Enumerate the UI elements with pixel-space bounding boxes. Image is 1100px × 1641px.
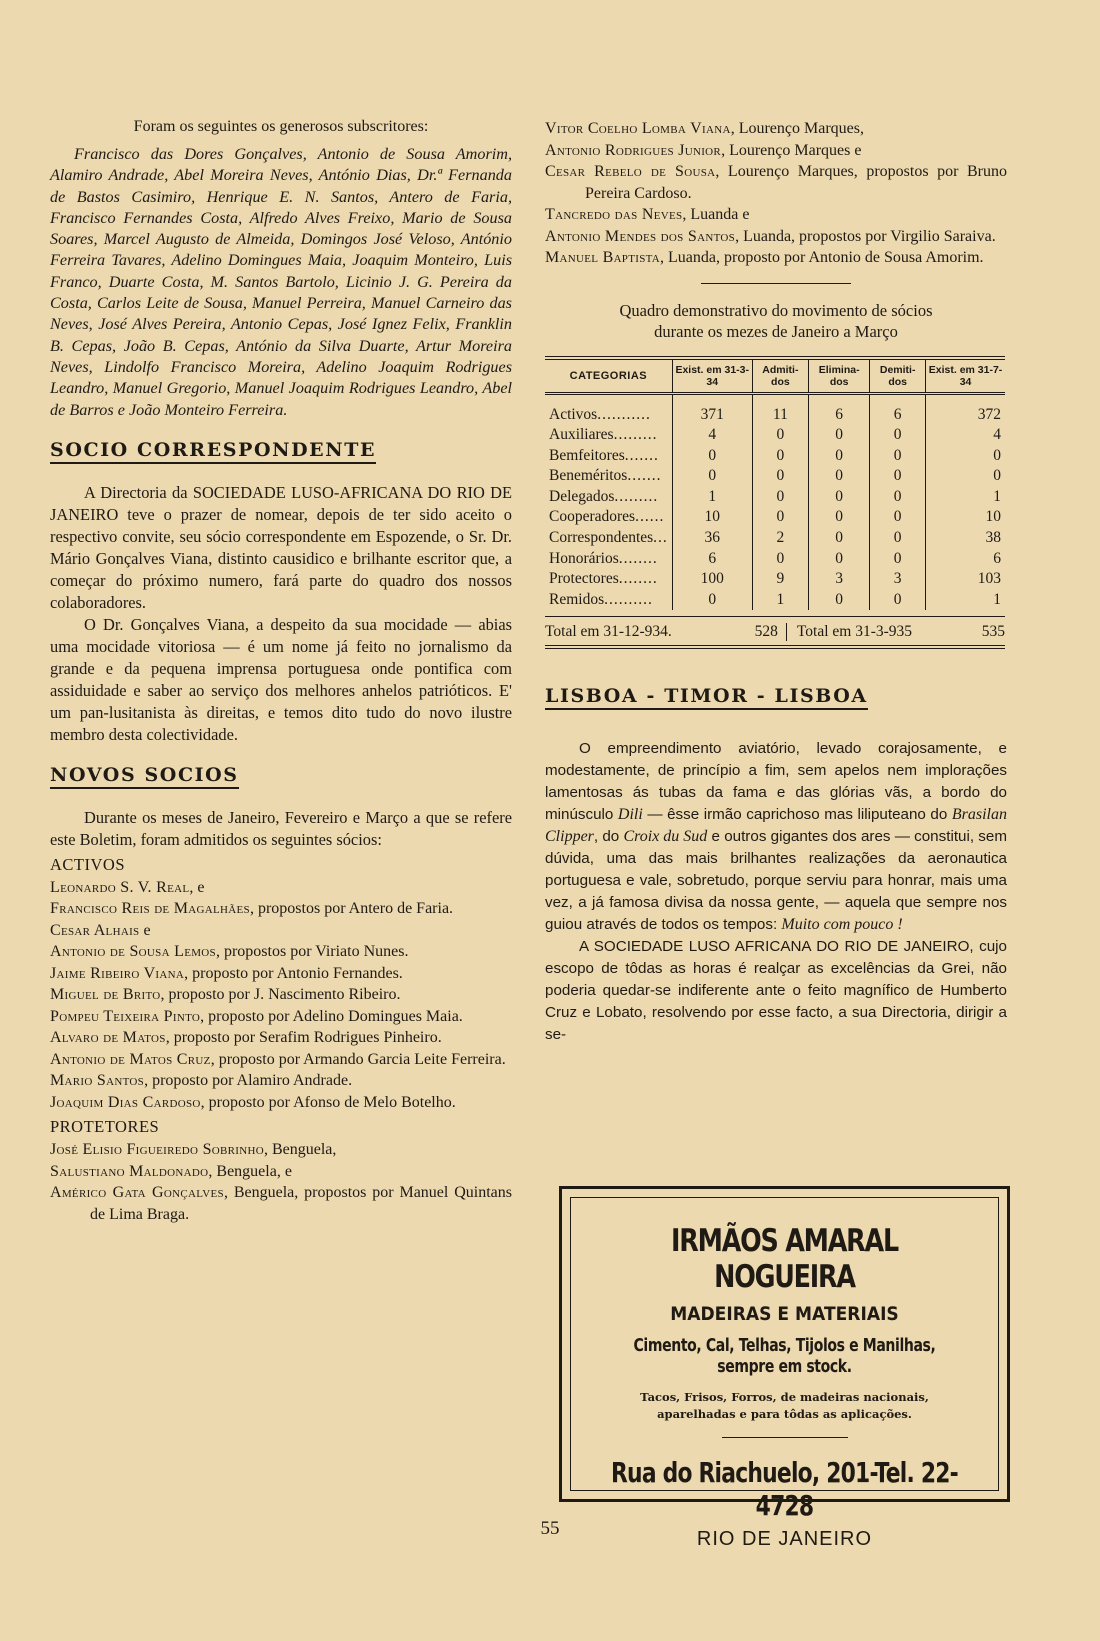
correspondente-paragraph-1: A Directoria da SOCIEDADE LUSO-AFRICANA DO RIO DE JANEIRO teve o prazer de nomear, depois de ter sido aceito o respectivo convite, seu sócio correspondente em Espozende, o Sr. Dr. Mário Gonçalves Viana, distinto causidico e brilhante escritor que, a começar do próximo numero, fará parte do quadro dos nossos colaboradores.: [50, 482, 512, 612]
activo-entry-name: Antonio de Sousa Lemos: [50, 943, 216, 961]
member-entry-name: Vitor Coelho Lomba Viana: [545, 120, 731, 137]
table-body: [545, 393, 1005, 610]
member-entry-detail: , Lourenço Marques,: [730, 120, 864, 137]
table-cell: 4: [926, 425, 1005, 446]
total-left-label: Total em 31-12-934.: [545, 623, 672, 641]
table-cell: 0: [752, 549, 808, 570]
activo-entry-detail: e: [139, 921, 151, 939]
activo-entry: [50, 941, 512, 963]
table-cell: 9: [752, 569, 808, 590]
activo-entry-name: Francisco Reis de Magalhães: [50, 900, 250, 918]
row-label: Beneméritos: [549, 467, 628, 485]
column-header: Exist. em 31-7-34: [926, 358, 1005, 394]
page-number: 55: [540, 1518, 560, 1539]
activo-entry-detail: , propostos por Viriato Nunes.: [215, 943, 409, 961]
activo-entry-name: Miguel de Brito: [50, 986, 161, 1004]
table-totals: [545, 616, 1005, 649]
table-caption-line-2: durante os mezes de Janeiro a Março: [654, 321, 898, 341]
activo-entry-name: Joaquim Dias Cardoso: [50, 1093, 201, 1111]
column-header: Admiti-dos: [752, 358, 808, 394]
member-entry-detail: , Luanda e: [682, 206, 750, 223]
table-cell: 0: [809, 425, 870, 446]
protetor-entry: [50, 1182, 512, 1225]
table-cell: 0: [809, 507, 870, 528]
row-label-cell: [545, 549, 672, 570]
table-cell: 372: [926, 393, 1005, 425]
activo-entry-name: Antonio de Matos Cruz: [50, 1050, 211, 1068]
row-label: Activos: [549, 405, 598, 423]
table-cell: 6: [870, 393, 926, 425]
member-entry-detail: , Lourenço Marques, propostos por Bruno Pereira Cardoso.: [585, 163, 1007, 202]
activo-entry-name: Pompeu Teixeira Pinto: [50, 1007, 201, 1025]
row-label: Remidos: [549, 590, 605, 608]
table-cell: 0: [870, 528, 926, 549]
row-label: Protectores: [549, 570, 619, 588]
ad-city: RIO DE JANEIRO: [696, 1528, 873, 1550]
protetor-entry: [50, 1139, 512, 1161]
row-label: Cooperadores: [549, 508, 636, 526]
activo-entry: [50, 920, 512, 942]
activo-entry-detail: , propostos por Antero de Faria.: [249, 900, 454, 918]
table-cell: 0: [752, 487, 808, 508]
column-header: Exist. em 31-3-34: [672, 358, 752, 394]
ad-products-line: Cimento, Cal, Telhas, Tijolos e Manilhas, sempre em stock.: [633, 1335, 936, 1377]
continued-members-list: [545, 118, 1007, 269]
row-leader-dots: .......: [627, 467, 662, 485]
table-row: [545, 590, 1005, 611]
table-row: [545, 425, 1005, 446]
row-label-cell: [545, 446, 672, 467]
protetor-entry-name: Salustiano Maldonado: [50, 1162, 209, 1180]
table-cell: 0: [870, 590, 926, 611]
ad-small-line-1: Tacos, Frisos, Forros, de madeiras nacionais,: [640, 1390, 929, 1404]
table-header-row: [545, 358, 1005, 394]
table-row: [545, 528, 1005, 549]
table-cell: 0: [672, 466, 752, 487]
activo-entry-detail: , proposto por Alamiro Andrade.: [144, 1072, 353, 1090]
activo-entry-name: Mario Santos: [50, 1072, 145, 1090]
table-cell: 11: [752, 393, 808, 425]
protetor-entry-detail: , Benguela,: [263, 1141, 337, 1159]
table-row: [545, 446, 1005, 467]
table-cell: 100: [672, 569, 752, 590]
column-header: Elimina-dos: [809, 358, 870, 394]
lisboa-croix: Croix du Sud: [623, 828, 708, 846]
activo-entry-detail: , proposto por Serafim Rodrigues Pinheiro.: [165, 1029, 442, 1047]
category-protetores: PROTETORES: [50, 1117, 160, 1137]
activo-entry-name: Cesar Alhais: [50, 921, 140, 939]
lisboa-text-d: e outros gigantes dos ares — constitui, sem dúvida, uma das mais brilhantes realizações da aeronautica portuguesa e vale, sobretudo, porque serviu para honrar, mais uma vez, a já famosa divisa da nossa gente, — aquela que sempre nos guiou através de todos os tempos:: [545, 828, 1007, 934]
activo-entry: [50, 1070, 512, 1092]
protetores-list: [50, 1139, 512, 1225]
activo-entry-detail: , proposto por Armando Garcia Leite Ferreira.: [210, 1050, 506, 1068]
protetor-entry-name: Américo Gata Gonçalves: [50, 1184, 224, 1202]
table-cell: 0: [870, 466, 926, 487]
table-cell: 2: [752, 528, 808, 549]
heading-socio-correspondente: SOCIO CORRESPONDENTE: [50, 439, 376, 464]
lisboa-clipper: Brasilan Clipper: [545, 806, 1007, 846]
activo-entry: [50, 898, 512, 920]
row-label-cell: [545, 590, 672, 611]
table-cell: 0: [926, 466, 1005, 487]
row-label-cell: [545, 425, 672, 446]
activo-entry-name: Jaime Ribeiro Viana: [50, 964, 185, 982]
table-row: [545, 466, 1005, 487]
activo-entry-name: Leonardo S. V. Real: [50, 878, 190, 896]
table-cell: 10: [926, 507, 1005, 528]
table-row: [545, 507, 1005, 528]
table-cell: 0: [752, 507, 808, 528]
total-right-label: Total em 31-3-935: [796, 623, 913, 641]
member-entry-detail: , Lourenço Marques e: [721, 141, 862, 159]
member-entry: [545, 140, 1007, 162]
row-label: Bemfeitores: [549, 446, 625, 464]
activo-entry: [50, 877, 512, 899]
activo-entry: [50, 984, 512, 1006]
table-cell: 4: [672, 425, 752, 446]
row-leader-dots: ......: [635, 508, 665, 526]
table-cell: 0: [752, 466, 808, 487]
row-leader-dots: .......: [624, 446, 659, 464]
row-label-cell: [545, 507, 672, 528]
table-cell: 0: [752, 425, 808, 446]
member-entry: [545, 247, 1007, 269]
activo-entry: [50, 1006, 512, 1028]
divider: [701, 283, 851, 284]
heading-novos-socios: NOVOS SOCIOS: [50, 764, 239, 789]
row-leader-dots: ........: [618, 570, 658, 588]
ad-small-line-2: aparelhadas e para tôdas as aplicações.: [657, 1407, 912, 1421]
row-label-cell: [545, 466, 672, 487]
row-leader-dots: ..........: [604, 590, 653, 608]
activo-entry-detail: , proposto por Adelino Domingues Maia.: [200, 1007, 463, 1025]
member-entry-name: Antonio Rodrigues Junior: [545, 141, 722, 159]
column-header: Demiti-dos: [870, 358, 926, 394]
table-cell: 3: [809, 569, 870, 590]
protetor-entry-detail: , Benguela, propostos por Manuel Quintans de Lima Braga.: [90, 1184, 513, 1223]
right-column: [545, 118, 1007, 1046]
member-entry-name: Tancredo das Neves: [545, 206, 683, 223]
activo-entry: [50, 1027, 512, 1049]
table-cell: 0: [870, 549, 926, 570]
activo-entry: [50, 963, 512, 985]
row-leader-dots: ...........: [597, 405, 651, 423]
advertisement-box: [559, 1186, 1010, 1550]
subscribers-list: Francisco das Dores Gonçalves, Antonio de Sousa Amorim, Alamiro Andrade, Abel Moreira Neves, António Dias, Dr.ª Fernanda de Bastos Casimiro, Henrique E. N. Santos, Antero de Faria, Francisco Fernandes Costa, Alfredo Alves Freixo, Mario de Sousa Soares, Marcel Augusto de Almeida, Domingos José Veloso, António Ferreira Tavares, Adelino Domingues Maia, Joaquim Monteiro, Luis Franco, Duarte Costa, M. Santos Bartolo, Licinio J. G. Pereira da Costa, Carlos Leite de Sousa, Manuel Perreira, Manuel Carneiro das Neves, José Alves Pereira, Antonio Cepas, José Ignez Felix, Franklin B. Cepas, João B. Cepas, António da Silva Duarte, Artur Moreira Neves, Lindolfo Francisco Moreira, Adelino Joaquim Rodrigues Leandro, Manuel Gregorio, Manuel Joaquim Rodrigues Leandro, Abel de Barros e João Monteiro Ferreira.: [50, 145, 512, 419]
member-entry-detail: , Luanda, proposto por Antonio de Sousa Amorim.: [660, 249, 984, 266]
table-cell: 10: [672, 507, 752, 528]
lisboa-motto: Muito com pouco !: [781, 916, 903, 934]
table-cell: 0: [809, 549, 870, 570]
row-leader-dots: .........: [614, 487, 659, 505]
total-right-value: 535: [981, 623, 1005, 641]
member-entry-name: Antonio Mendes dos Santos: [545, 227, 736, 245]
activo-entry-detail: , e: [189, 878, 205, 896]
table-cell: 1: [752, 590, 808, 611]
table-cell: 0: [870, 425, 926, 446]
table-cell: 0: [809, 590, 870, 611]
novos-intro: Durante os meses de Janeiro, Fevereiro e Março a que se refere este Boletim, foram admitidos os seguintes sócios:: [50, 807, 512, 849]
total-left-value: 528: [748, 623, 787, 641]
activo-entry-detail: , proposto por J. Nascimento Ribeiro.: [160, 986, 401, 1004]
table-cell: 0: [672, 446, 752, 467]
table-cell: 38: [926, 528, 1005, 549]
table-cell: 0: [926, 446, 1005, 467]
activo-entry: [50, 1049, 512, 1071]
row-leader-dots: .........: [613, 426, 658, 444]
table-cell: 36: [672, 528, 752, 549]
table-cell: 103: [926, 569, 1005, 590]
table-cell: 371: [672, 393, 752, 425]
ad-divider: [722, 1437, 848, 1438]
table-cell: 6: [926, 549, 1005, 570]
table-cell: 0: [870, 446, 926, 467]
ad-title: IRMÃOS AMARAL NOGUEIRA: [671, 1223, 898, 1295]
row-label-cell: [545, 487, 672, 508]
subscribers-intro: Foram os seguintes os generosos subscritores:: [133, 118, 429, 135]
table-row: [545, 393, 1005, 425]
row-leader-dots: ...: [653, 529, 668, 547]
table-cell: 3: [870, 569, 926, 590]
correspondente-paragraph-2: O Dr. Gonçalves Viana, a despeito da sua mocidade — abias uma mocidade vitoriosa — é um nome já feito no jornalismo da grande e da pequena imprensa portuguesa onde pontifica com assiduidade e saber ao serviço dos melhores anhelos patrióticos. E' um pan-lusitanista às direitas, e temos dito tudo do novo ilustre membro desta colectividade.: [50, 614, 512, 744]
lisboa-text-a: O empreendimento aviatório, levado corajosamente, e modestamente, de princípio a fim, sem apelos nem implorações lamentosas ás tubas da fama e das glórias vãs, a bordo do minúsculo: [545, 740, 1007, 824]
row-label-cell: [545, 528, 672, 549]
table-cell: 1: [672, 487, 752, 508]
lisboa-paragraph-1: [545, 738, 1007, 936]
category-activos: ACTIVOS: [50, 854, 126, 874]
member-entry: [545, 204, 1007, 226]
row-leader-dots: ........: [618, 549, 658, 567]
row-label: Honorários: [549, 549, 619, 567]
protetor-entry-detail: , Benguela, e: [208, 1162, 292, 1180]
member-entry-detail: , Luanda, propostos por Virgilio Saraiva.: [735, 227, 996, 245]
lisboa-paragraph-2: A SOCIEDADE LUSO AFRICANA DO RIO DE JANEIRO, cujo escopo de tôdas as horas é realçar as excelências da Grei, não poderia quedar-se indiferente ante o feito magnífico de Humberto Cruz e Lobato, resolvendo por esse facto, a sua Directoria, dirigir a se-: [545, 938, 1007, 1044]
table-cell: 1: [926, 590, 1005, 611]
member-entry-name: Cesar Rebelo de Sousa: [545, 163, 716, 180]
table-cell: 0: [809, 487, 870, 508]
row-label-cell: [545, 569, 672, 590]
protetor-entry: [50, 1161, 512, 1183]
ad-subtitle: MADEIRAS E MATERIAIS: [670, 1303, 899, 1325]
activo-entry-name: Alvaro de Matos: [50, 1029, 166, 1047]
members-movement-table: [545, 356, 1005, 611]
table-cell: 0: [870, 487, 926, 508]
member-entry: [545, 226, 1007, 248]
row-label-cell: [545, 393, 672, 425]
heading-lisboa-timor-lisboa: LISBOA - TIMOR - LISBOA: [545, 685, 868, 710]
activos-list: [50, 877, 512, 1114]
table-cell: 0: [809, 466, 870, 487]
member-entry: [545, 161, 1007, 204]
lisboa-text-b: — êsse irmão caprichoso mas liliputeano do: [642, 806, 952, 824]
activo-entry-detail: , proposto por Afonso de Melo Botelho.: [200, 1093, 456, 1111]
table-cell: 0: [870, 507, 926, 528]
table-cell: 1: [926, 487, 1005, 508]
table-cell: 0: [809, 446, 870, 467]
column-header: CATEGORIAS: [569, 369, 648, 382]
table-caption-line-1: Quadro demonstrativo do movimento de sócios: [619, 300, 933, 320]
ad-address: Rua do Riachuelo, 201-Tel. 22-4728: [611, 1456, 958, 1522]
member-entry: [545, 118, 1007, 140]
table-row: [545, 569, 1005, 590]
row-label: Auxiliares: [549, 426, 614, 444]
row-label: Delegados: [549, 487, 615, 505]
table-cell: 0: [809, 528, 870, 549]
table-cell: 6: [672, 549, 752, 570]
table-cell: 0: [752, 446, 808, 467]
table-cell: 0: [672, 590, 752, 611]
member-entry-name: Manuel Baptista: [545, 249, 661, 266]
activo-entry: [50, 1092, 512, 1114]
protetor-entry-name: José Elisio Figueiredo Sobrinho: [50, 1141, 264, 1159]
table-cell: 6: [809, 393, 870, 425]
left-column: [50, 118, 512, 1225]
activo-entry-detail: , proposto por Antonio Fernandes.: [184, 964, 403, 982]
table-caption: [545, 300, 1007, 342]
lisboa-text-c: , do: [593, 828, 624, 846]
table-row: [545, 487, 1005, 508]
row-label: Correspondentes: [549, 529, 654, 547]
lisboa-dili: Dili: [617, 806, 643, 824]
table-row: [545, 549, 1005, 570]
ad-small-text: [562, 1389, 1007, 1423]
